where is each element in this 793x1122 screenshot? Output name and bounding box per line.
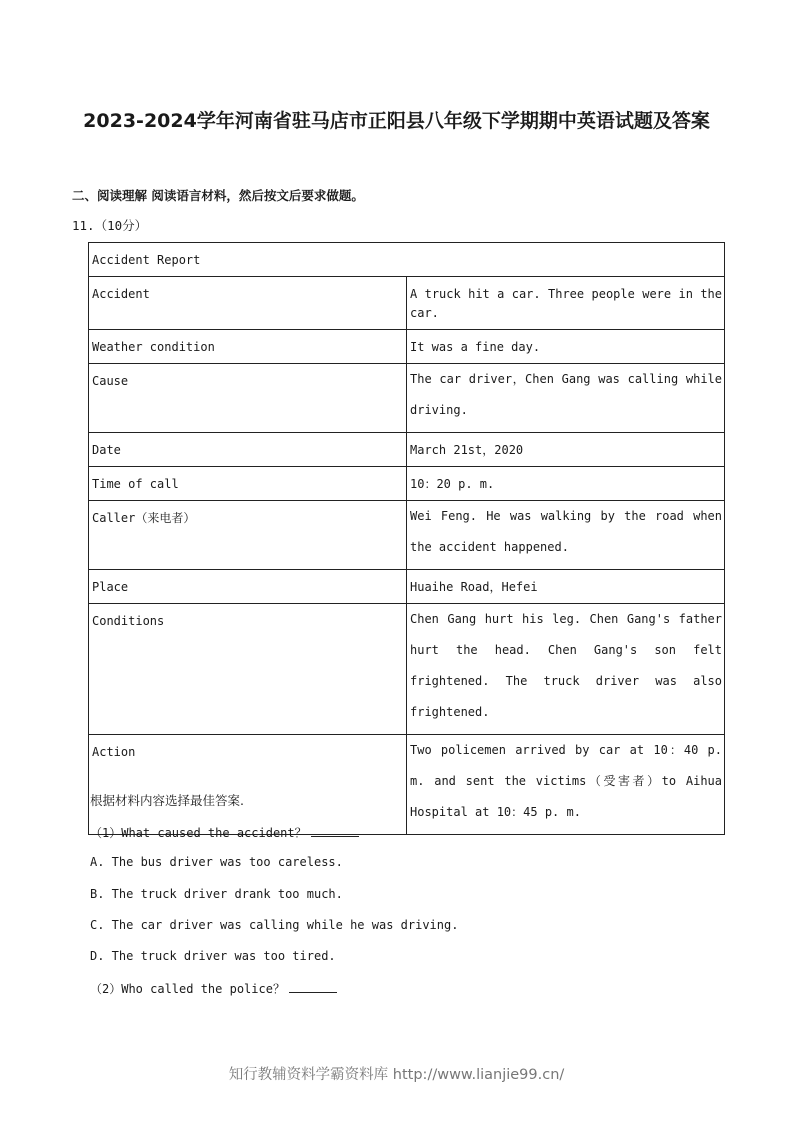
row-label: Place <box>89 570 407 604</box>
row-label: Action <box>89 735 407 835</box>
question-number: 11.（10分） <box>72 218 148 233</box>
row-value: Two policemen arrived by car at 10：40 p. m. and sent the victims（受害者）to Aihua Hospital at 10：45 p. m. <box>407 735 725 835</box>
row-value: It was a fine day. <box>407 330 725 364</box>
question-2 <box>90 980 337 997</box>
table-row <box>89 467 725 501</box>
section-heading: 二、阅读理解 阅读语言材料，然后按文后要求做题。 <box>72 188 364 203</box>
row-label: Time of call <box>89 467 407 501</box>
table-row <box>89 433 725 467</box>
table-row <box>89 364 725 433</box>
option-c: C. The car driver was calling while he was driving. <box>90 918 459 932</box>
option-b: B. The truck driver drank too much. <box>90 887 343 901</box>
row-value: The car driver，Chen Gang was calling while driving. <box>407 364 725 433</box>
row-label: Date <box>89 433 407 467</box>
question-1 <box>90 824 359 841</box>
row-value: Wei Feng. He was walking by the road when the accident happened. <box>407 501 725 570</box>
row-value: A truck hit a car. Three people were in the car. <box>407 277 725 330</box>
accident-report-table <box>88 242 725 835</box>
table-row <box>89 501 725 570</box>
row-label: Weather condition <box>89 330 407 364</box>
option-a: A. The bus driver was too careless. <box>90 855 343 869</box>
footer-watermark: 知行教辅资料学霸资料库 http://www.lianjie99.cn/ <box>228 1067 565 1083</box>
option-d: D. The truck driver was too tired. <box>90 949 336 963</box>
table-row <box>89 735 725 835</box>
answer-blank[interactable] <box>311 824 359 837</box>
question-1-stem: （1）What caused the accident？ <box>90 826 307 840</box>
table-row <box>89 570 725 604</box>
instructions: 根据材料内容选择最佳答案. <box>90 793 244 808</box>
row-label: Cause <box>89 364 407 433</box>
row-value: Chen Gang hurt his leg. Chen Gang's father hurt the head. Chen Gang's son felt frightened. The truck driver was also frightened. <box>407 604 725 735</box>
table-row <box>89 277 725 330</box>
table-row <box>89 330 725 364</box>
report-heading: Accident Report <box>89 243 725 277</box>
row-value: Huaihe Road，Hefei <box>407 570 725 604</box>
answer-blank[interactable] <box>289 980 337 993</box>
row-value: March 21st，2020 <box>407 433 725 467</box>
table-header-row <box>89 243 725 277</box>
row-label: Conditions <box>89 604 407 735</box>
table-row <box>89 604 725 735</box>
row-label: Accident <box>89 277 407 330</box>
page-title: 2023-2024学年河南省驻马店市正阳县八年级下学期期中英语试题及答案 <box>83 110 710 132</box>
question-2-stem: （2）Who called the police？ <box>90 982 285 996</box>
row-label: Caller（来电者） <box>89 501 407 570</box>
row-value: 10：20 p. m. <box>407 467 725 501</box>
